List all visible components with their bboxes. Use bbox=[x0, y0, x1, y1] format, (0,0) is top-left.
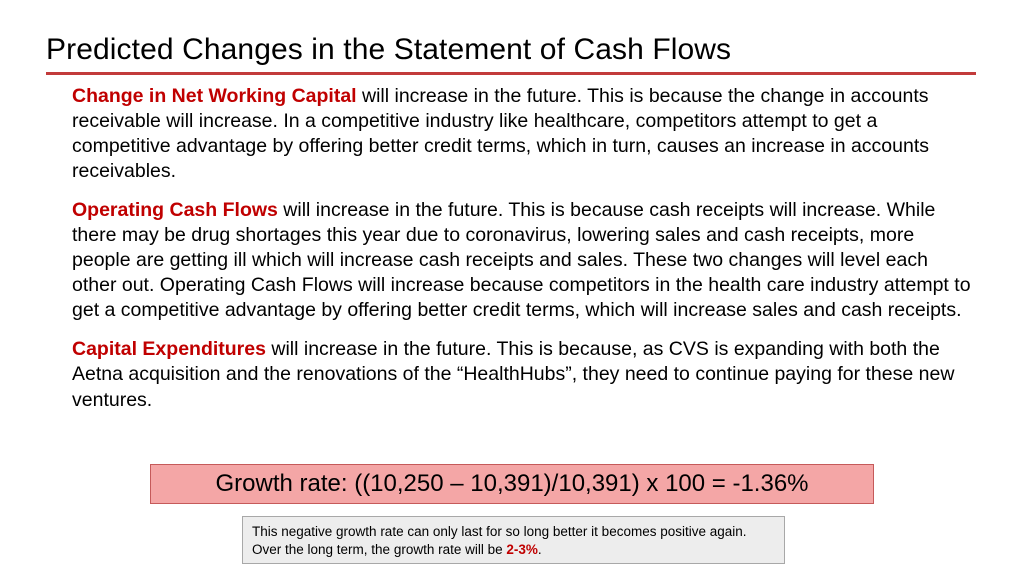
note-callout bbox=[242, 516, 785, 564]
note-text bbox=[252, 524, 747, 557]
paragraph-lead-label: Capital Expenditures bbox=[72, 338, 266, 361]
paragraph-net-working-capital bbox=[72, 84, 972, 184]
paragraph-lead-label: Change in Net Working Capital bbox=[72, 85, 357, 107]
paragraph-capital-expenditures bbox=[72, 337, 972, 412]
paragraph-operating-cash-flows bbox=[72, 198, 972, 323]
title-divider bbox=[46, 72, 976, 75]
paragraph-body-text: will increase in the future. This is because the change in accounts receivable will increase. In a competitive industry like healthcare, competitors attempt to get a competitive advantage by offering better credit terms, which in turn, causes an increase in accounts receivables. bbox=[72, 85, 930, 183]
note-text-before: This negative growth rate can only last for so long better it becomes positive again. Over the long term, the growth rate will be bbox=[252, 524, 747, 557]
page-title: Predicted Changes in the Statement of Cash Flows bbox=[46, 33, 732, 66]
note-text-after: . bbox=[537, 542, 542, 557]
note-highlight: 2-3% bbox=[506, 542, 538, 557]
paragraph-body-text: will increase in the future. This is because, as CVS is expanding with both the Aetna acquisition and the renovations of the “HealthHubs”, they need to continue paying for these new ventures. bbox=[72, 338, 955, 411]
paragraph-lead-label: Operating Cash Flows bbox=[72, 199, 278, 222]
paragraph-body-text: will increase in the future. This is because cash receipts will increase. While there may be drug shortages this year due to coronavirus, lowering sales and cash receipts, more people are getting ill which will increase cash receipts and sales. These two changes will level each other out. Operating Cash Flows will increase because competitors in the health care industry attempt to get a competitive advantage by offering better credit terms, which will increase sales and cash receipts. bbox=[72, 199, 971, 322]
growth-rate-callout bbox=[150, 464, 874, 504]
growth-rate-text: Growth rate: ((10,250 – 10,391)/10,391) x 100 = -1.36% bbox=[215, 470, 809, 497]
body-content bbox=[72, 84, 972, 413]
